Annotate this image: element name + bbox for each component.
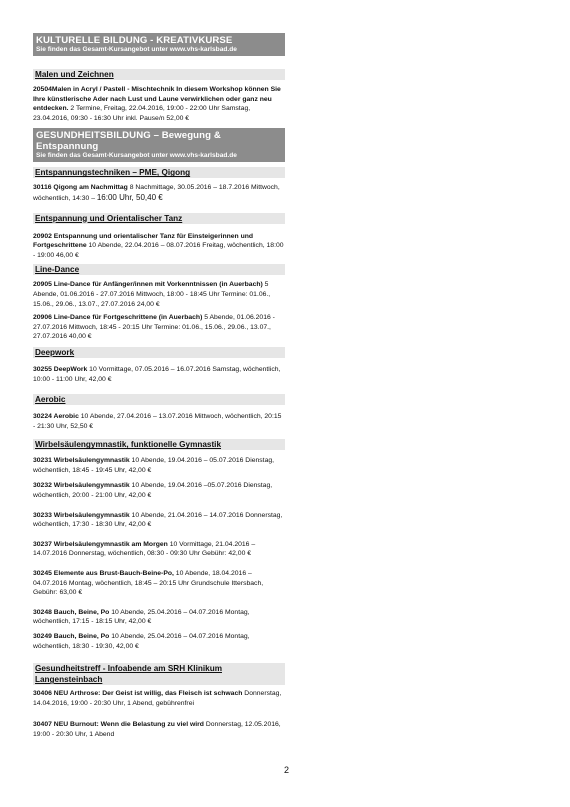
course-title: Line-Dance für Anfänger/innen mit Vorkenntnissen (in Auerbach) (51, 281, 263, 289)
course-30231 (33, 456, 285, 475)
section-band-gesundheitsbildung (33, 128, 285, 162)
heading-wirbelsaeulengymnastik: Wirbelsäulengymnastik, funktionelle Gymnastik (33, 439, 285, 450)
course-code: 30248 (33, 608, 52, 616)
course-code: 20906 (33, 314, 52, 322)
course-code: 30237 (33, 540, 52, 548)
course-title: Wirbelsäulengymnastik (51, 482, 130, 490)
course-details: 10 Abende, 19.04.2016 –05.07.2016 Dienstag, wöchentlich, 20:00 - 21:00 Uhr, 42,00 € (33, 482, 273, 500)
course-code: 30233 (33, 511, 52, 519)
course-details: Donnerstag, 14.04.2016, 19:00 - 20:30 Uhr, 1 Abend, gebührenfrei (33, 690, 282, 707)
course-title: Wirbelsäulengymnastik (51, 457, 130, 465)
heading-orientalischer-tanz: Entspannung und Orientalischer Tanz (33, 213, 285, 224)
heading-line-dance: Line-Dance (33, 264, 285, 275)
course-30406 (33, 689, 285, 708)
course-title: Malen in Acryl / Pastell - Mischtechnik In diesem Workshop können Sie Ihre künstlerische Ader nach Lust und Laune verwirklichen oder ganz neu entdecken. (33, 86, 281, 113)
course-time-price: 16:00 Uhr, 50,40 € (96, 192, 163, 202)
course-title: Entspannung und orientalischer Tanz für Einsteigerinnen und Fortgeschrittene (33, 232, 254, 250)
course-details: 10 Vormittage, 07.05.2016 – 16.07.2016 Samstag, wöchentlich, 10:00 - 11:00 Uhr, 42,00 € (33, 365, 281, 383)
course-title: Qigong am Nachmittag (51, 184, 128, 192)
course-details: 5 Abende, 01.06.2016 - 27.07.2016 Mittwoch, 18:00 - 18:45 Uhr Termine: 01.06., 15.06., 29.06., 13.07., 27.07.2016 24,00 € (33, 281, 271, 308)
course-30245 (33, 569, 285, 598)
course-title: Wirbelsäulengymnastik am Morgen (51, 540, 168, 548)
course-details: 8 Nachmittage, 30.05.2016 – 18.7.2016 Mittwoch, wöchentlich, 14:30 – (33, 184, 280, 202)
course-title: Bauch, Beine, Po (51, 633, 110, 640)
course-30249 (33, 632, 285, 651)
course-title: DeepWork (51, 365, 88, 373)
course-code: 30224 (33, 413, 52, 421)
course-30116 (33, 183, 285, 203)
course-30237 (33, 540, 285, 559)
course-details: 10 Abende, 18.04.2016 – 04.07.2016 Montag, wöchentlich, 18:45 – 20:15 Uhr Grundschule Ittersbach, Gebühr: 63,00 € (33, 570, 264, 597)
course-30248 (33, 608, 285, 627)
course-code: 30255 (33, 365, 52, 373)
course-details: 10 Abende, 25.04.2016 – 04.07.2016 Montag, wöchentlich, 18:30 - 19:30, 42,00 € (33, 633, 250, 650)
course-30255 (33, 365, 285, 384)
course-code: 30245 (33, 570, 52, 578)
course-details: 10 Abende, 25.04.2016 – 04.07.2016 Montag, wöchentlich, 17:15 - 18:15 Uhr, 42,00 € (33, 608, 250, 626)
course-code: 30231 (33, 457, 52, 465)
course-details: 10 Abende, 19.04.2016 – 05.07.2016 Dienstag, wöchentlich, 18:45 - 19:45 Uhr, 42,00 € (33, 457, 275, 474)
course-title: Burnout: Wenn die Belastung zu viel wird (68, 721, 204, 729)
course-code: 20905 (33, 281, 52, 289)
heading-deepwork: Deepwork (33, 347, 285, 358)
course-code: 30232 (33, 482, 52, 490)
course-title: Line-Dance für Fortgeschrittene (in Auerbach) (51, 314, 203, 322)
course-20905 (33, 280, 285, 309)
course-code: 30249 (33, 633, 52, 640)
course-details: 5 Abende, 01.06.2016 - 27.07.2016 Mittwoch, 18:45 - 20:15 Uhr Termine: 01.06., 15.06., 29.06., 13.07., 27.07.2016 40,00 € (33, 314, 275, 341)
page-content (33, 33, 285, 740)
course-title: Bauch, Beine, Po (51, 608, 110, 616)
course-30407 (33, 720, 285, 739)
heading-aerobic: Aerobic (33, 394, 285, 405)
course-title: Elemente aus Brust-Bauch-Beine-Po, (51, 570, 174, 578)
course-code: 20902 (33, 232, 52, 240)
band-title: GESUNDHEITSBILDUNG – Bewegung & Entspannung (36, 130, 221, 153)
heading-entspannungstechniken: Entspannungstechniken – PME, Qigong (33, 167, 285, 178)
course-30224 (33, 412, 285, 431)
course-title: Wirbelsäulengymnastik (51, 511, 130, 519)
section-band-kulturelle-bildung (33, 33, 285, 56)
course-title: Aerobic (51, 413, 79, 421)
heading-gesundheitstreff: Gesundheitstreff - Infoabende am SRH Klinikum Langensteinbach (33, 663, 285, 685)
band-title: KULTURELLE BILDUNG - KREATIVKURSE (36, 35, 233, 46)
page-number: 2 (284, 765, 290, 775)
course-details: 10 Abende, 21.04.2016 – 14.07.2016 Donnerstag, wöchentlich, 17:30 - 18:30 Uhr, 42,00 € (33, 511, 283, 529)
course-30232 (33, 481, 285, 500)
course-details: 2 Termine, Freitag, 22.04.2016, 19:00 - 22:00 Uhr Samstag, 23.04.2016, 09:30 - 16:30 Uhr inkl. Pause/n 52,00 € (33, 105, 251, 122)
band-subtitle: Sie finden das Gesamt-Kursangebot unter www.vhs-karlsbad.de (36, 152, 237, 160)
course-20906 (33, 313, 285, 342)
course-details: 10 Abende, 22.04.2016 – 08.07.2016 Freitag, wöchentlich, 18:00 - 19:00 46,00 € (33, 242, 284, 259)
course-details: Donnerstag, 12.05.2016, 19:00 - 20:30 Uhr, 1 Abend (33, 721, 281, 738)
course-title: Arthrose: Der Geist ist willig, das Fleisch ist schwach (68, 690, 243, 698)
course-code: 30407 NEU (33, 721, 69, 729)
band-subtitle: Sie finden das Gesamt-Kursangebot unter www.vhs-karlsbad.de (36, 46, 237, 53)
course-code: 30406 NEU (33, 690, 69, 698)
course-details: 10 Abende, 27.04.2016 – 13.07.2016 Mittwoch, wöchentlich, 20:15 - 21:30 Uhr, 52,50 € (33, 413, 282, 430)
course-30233 (33, 511, 285, 530)
heading-malen-zeichnen: Malen und Zeichnen (33, 69, 285, 80)
course-20902 (33, 232, 285, 261)
course-code: 20504 (33, 86, 52, 93)
course-details: 10 Vormittage, 21.04.2016 – 14.07.2016 Donnerstag, wöchentlich, 08:30 - 09:30 Uhr Gebühr: 42,00 € (33, 540, 256, 558)
course-20504 (33, 85, 285, 123)
course-code: 30116 (33, 184, 52, 192)
